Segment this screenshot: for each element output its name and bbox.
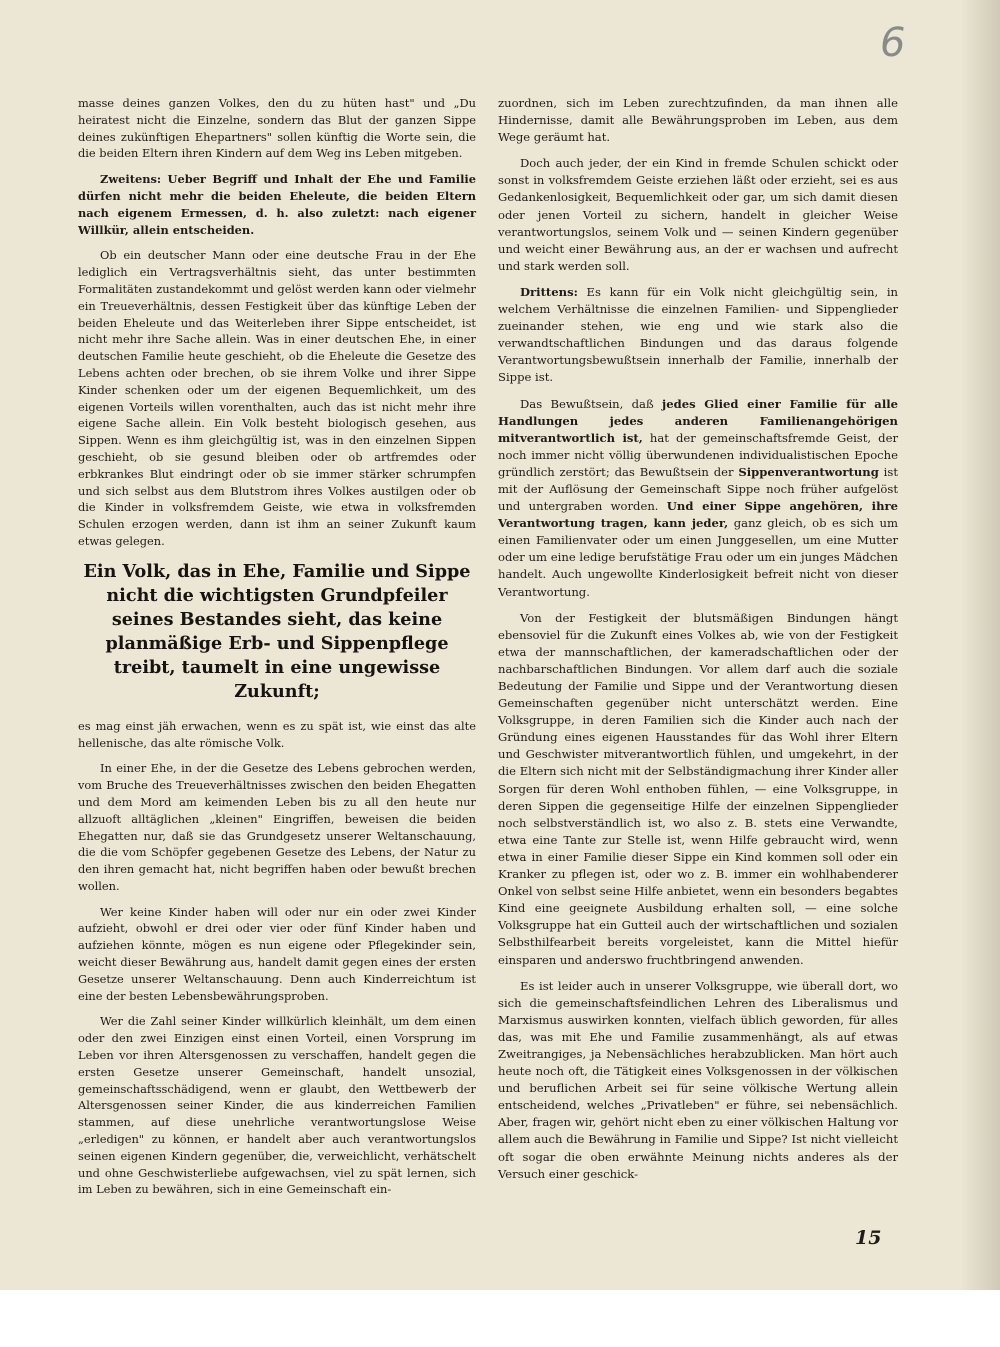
paragraph: Von der Festigkeit der blutsmäßigen Bindungen hängt ebensoviel für die Zukunft eines Volkes ab, wie von der Festigkeit etwa der mannschaftlichen, der kameradschaftlichen oder der nachbarschaftlichen Bindungen. Vor allem darf auch die soziale Bedeutung der Familie und Sippe und der Verantwortung diesen Gemeinschaften gegenüber nicht unterschätzt werden. Eine Volksgruppe, in deren Familien sich die Kinder auch nach der Gründung eines eigenen Hausstandes für das Wohl ihrer Eltern und Geschwister mitverantwortlich fühlen, und umgekehrt, in der die Eltern sich nicht mit der Selbständigmachung ihrer Kinder aller Sorgen für deren Wohl enthoben fühlen, — eine Volksgruppe, in deren Sippen die gegenseitige Hilfe der einzelnen Sippenglieder noch selbstverständlich ist, wo also z. B. stets eine Verwandte, etwa eine Tante zur Stelle ist, wenn Hilfe gebraucht wird, wenn etwa in einer Familie dieser Sippe ein Kind kommen soll oder ein Kranker zu pflegen ist, oder wo z. B. immer ein wohlhabenderer Onkel von selbst seine Hilfe anbietet, wenn ein besonders begabtes Kind eine geeignete Ausbildung erhalten soll, — eine solche Volksgruppe hat ein Gutteil auch der wirtschaftlichen und sozialen Selbsthilfearbeit bereits vorgeleistet, kann die Mittel hiefür einsparen und anderswo fruchtbringend anwenden. (498, 610, 898, 967)
text-run: ganz gleich, ob es sich um einen Familienvater oder um einen Junggesellen, um eine Mutter oder um eine ledige berufstätige Frau oder um ein junges Mädchen handelt. Auch ungewollte Kinderlosigkeit befreit nicht von dieser Verantwortung. (498, 516, 898, 599)
paragraph: Doch auch jeder, der ein Kind in fremde Schulen schickt oder sonst in volksfremdem Geiste erziehen läßt oder erzieht, sei es aus Gedankenlosigkeit, Bequemlichkeit oder gar, um sich damit diesen oder jenen Vorteil zu sichern, handelt in gleicher Weise verantwortungslos, seinem Volk und — seinen Kindern gegenüber und weicht einer Bewährung aus, an der er wachsen und aufrecht und stark werden soll. (498, 156, 898, 273)
bold-text: jedes Glied einer Familie für alle Handlungen jedes anderen Familienangehörigen mitverantwortlich ist, (498, 396, 899, 445)
paragraph-drittens (498, 284, 898, 387)
paragraph: Ob ein deutscher Mann oder eine deutsche Frau in der Ehe lediglich ein Vertragsverhältnis sieht, das unter bestimmten Formalitäten zustandekommt und gelöst werden kann oder vielmehr ein Treueverhältnis, dessen Festigkeit über das künftige Leben der beiden Eheleute und das Weiterleben ihrer Sippe entscheidet, ist nicht mehr ihre Sache allein. Was in einer deutschen Ehe, in einer deutschen Familie heute geschieht, ob die Eheleute die Gesetze des Lebens achten oder brechen, ob sie ihrem Volke und ihrer Sippe Kinder schenken oder um der eigenen Bequemlichkeit, um des eigenen Vorteils willen vorenthalten, auch das ist nicht mehr ihre eigene Sache allein. Ein Volk besteht biologisch gesehen, aus Sippen. Wenn es ihm gleichgültig ist, was in den einzelnen Sippen geschieht, ob sie gesund bleiben oder ob artfremdes oder erbkrankes Blut eindringt oder ob sie immer stärker schrumpfen und sich selbst aus dem Blutstrom ihres Volkes austilgen oder ob die Kinder in volksfremdem Geiste, wie etwa in volksfremden Schulen erzogen werden, dann ist ihm an seiner Zukunft kaum etwas gelegen. (78, 248, 476, 548)
bold-text: Drittens: (520, 284, 578, 299)
pencil-page-mark: 6 (880, 20, 906, 66)
bold-text: Zweitens: Ueber Begriff und Inhalt der Ehe und Familie dürfen nicht mehr die beiden Eheleute, die beiden Eltern nach eigenem Ermessen, d. h. also zuletzt: nach eigener Willkür, allein entscheiden. (78, 172, 476, 237)
paragraph-zweitens (78, 171, 476, 238)
paragraph: zuordnen, sich im Leben zurechtzufinden, da man ihnen alle Hindernisse, damit alle Bewährungsproben im Leben, aus dem Wege geräumt hat. (498, 96, 898, 145)
page-number: 15 (855, 1227, 882, 1249)
paragraph: Wer keine Kinder haben will oder nur ein oder zwei Kinder aufzieht, obwohl er drei oder vier oder fünf Kinder haben und aufziehen könnte, mögen es nun eigene oder Pflegekinder sein, weicht dieser Bewährung aus, handelt damit gegen eines der ersten Gesetze unserer Weltanschauung. Denn auch Kinderreichtum ist eine der besten Lebensbewährungsproben. (78, 904, 476, 1003)
right-column (498, 95, 898, 1192)
text-run: Das Bewußtsein, daß (520, 396, 663, 411)
bold-text: Sippenverantwortung (738, 464, 879, 479)
left-column (78, 95, 476, 1207)
bold-text: Und einer Sippe angehören, ihre Verantwortung tragen, kann jeder, (498, 499, 898, 531)
paragraph (498, 396, 898, 601)
paragraph: Wer die Zahl seiner Kinder willkürlich kleinhält, um dem einen oder den zwei Einzigen einst einen Vorteil, einen Vorsprung im Leben vor ihren Altersgenossen zu verschaffen, handelt gegen die ersten Gesetze unserer Gemeinschaft, handelt unsozial, gemeinschaftsschädigend, wenn er glaubt, den Wettbewerb der Altersgenossen seiner Kinder, die aus kinderreichen Familien stammen, auf diese unehrliche verantwortungslose Weise „erledigen" zu können, er handelt aber auch verantwortungslos seinen eigenen Kindern gegenüber, die, verweichlicht, verhätschelt und ohne Geschwisterliebe aufgewachsen, viel zu spät lernen, sich im Leben zu bewähren, sich in eine Gemeinschaft ein- (78, 1014, 476, 1197)
text-run: Es kann für ein Volk nicht gleichgültig sein, in welchem Verhältnisse die einzelnen Familien- und Sippenglieder zueinander stehen, wie eng und wie stark also die verwandtschaftlichen Bindungen und das daraus folgende Verantwortungsbewußtsein innerhalb der Familie, innerhalb der Sippe ist. (498, 284, 898, 385)
text-run: hat der gemeinschaftsfremde Geist, der noch immer nicht völlig überwundenen individualistischen Epoche gründlich zerstört; das Bewußtsein der (498, 430, 898, 479)
text-run: ist mit der Auflösung der Gemeinschaft Sippe noch früher aufgelöst und untergraben worden. (498, 464, 898, 514)
paragraph: masse deines ganzen Volkes, den du zu hüten hast" und „Du heiratest nicht die Einzelne, sondern das Blut der ganzen Sippe deines zukünftigen Ehepartners" sollen künftig die Worte sein, die die beiden Eltern ihren Kindern auf dem Weg ins Leben mitgeben. (78, 96, 476, 161)
paragraph: In einer Ehe, in der die Gesetze des Lebens gebrochen werden, vom Bruche des Treueverhältnisses zwischen den beiden Ehegatten und dem Mord am keimenden Leben bis zu all den heute nur allzuoft alltäglichen „kleinen" Eingriffen, beweisen die beiden Ehegatten nur, daß sie das Grundgesetz unserer Weltanschauung, die die vom Schöpfer gegebenen Gesetze des Lebens, der Natur zu den ihren gemacht hat, nicht begriffen haben oder bewußt brechen wollen. (78, 761, 476, 893)
paragraph: Es ist leider auch in unserer Volksgruppe, wie überall dort, wo sich die gemeinschaftsfeindlichen Lehren des Liberalismus und Marxismus auswirken konnten, vielfach üblich geworden, für alles das, was mit Ehe und Familie zusammenhängt, als auf etwas Zweitrangiges, ja Nebensächliches herabzublicken. Man hört auch heute noch oft, die Tätigkeit eines Volksgenossen in der völkischen und beruflichen Arbeit sei für seine völkische Wertung allein entscheidend, welches „Privatleben" er führe, sei nebensächlich. Aber, fragen wir, gehört nicht eben zu einer völkischen Haltung vor allem auch die Bewährung in Familie und Sippe? Ist nicht vielleicht oft sogar die oben erwähnte Meinung nichts anderes als der Versuch einer geschick- (498, 978, 898, 1181)
headline: Ein Volk, das in Ehe, Familie und Sippe nicht die wichtigsten Grundpfeiler seines Bestandes sieht, das keine planmäßige Erb- und Sippenpflege treibt, taumelt in eine ungewisse Zukunft; (83, 560, 471, 702)
paragraph: es mag einst jäh erwachen, wenn es zu spät ist, wie einst das alte hellenische, das alte römische Volk. (78, 718, 476, 750)
